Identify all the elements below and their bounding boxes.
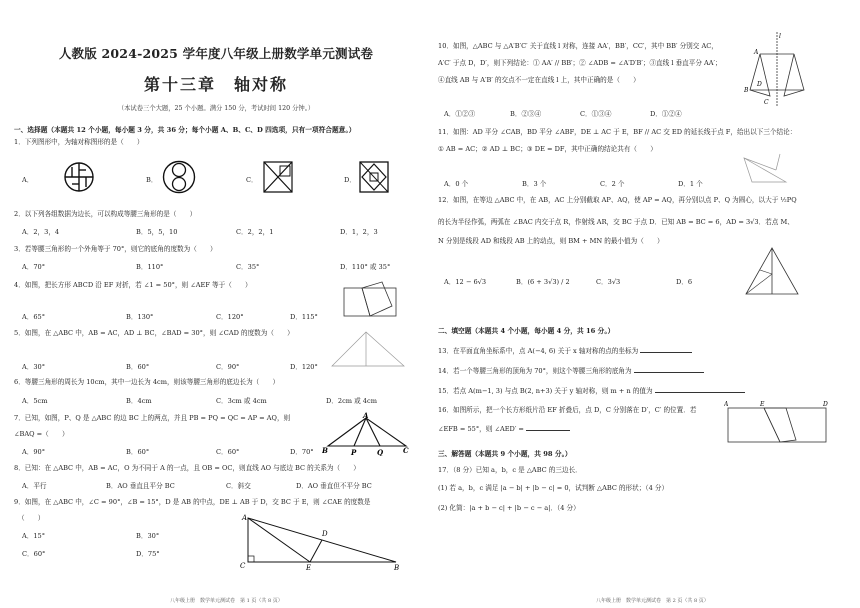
q4-option-d: D．115° xyxy=(290,313,318,321)
q3-text: 3．若等腰三角形的一个外角等于 70°，则它的底角的度数为（ ） xyxy=(14,245,217,253)
q5-text: 5．如图，在 △ABC 中，AB = AC，AD ⊥ BC，∠BAD = 30°，则 ∠CAD 的度数为（ ） xyxy=(14,329,294,337)
q6-option-a: A．5cm xyxy=(22,397,48,405)
q7-label-b: B xyxy=(322,446,328,455)
q16-line2: ∠EFB = 55°，则 ∠AED′ = xyxy=(438,425,524,433)
q9-option-d: D．75° xyxy=(136,550,160,558)
q10-figure xyxy=(744,30,810,108)
q6-text: 6．等腰三角形的周长为 10cm，其中一边长为 4cm，则该等腰三角形的底边长为（ ） xyxy=(14,378,280,386)
q10-option-a: A．①②③ xyxy=(444,110,476,118)
q1-option-d: D． xyxy=(344,176,356,184)
q8-text: 8．已知：在 △ABC 中，AB = AC，O 为不同于 A 的一点，且 OB = OC，则直线 AO 与底边 BC 的关系为（ ） xyxy=(14,464,360,472)
q8-option-a: A．平行 xyxy=(22,482,47,490)
q4-option-a: A．65° xyxy=(22,313,46,321)
q9-text-line1: 9．如图，在 △ABC 中，∠C = 90°，∠B = 15°，D 是 AB 的中点，DE ⊥ AB 于 D，交 BC 于 E，则 ∠CAE 的度数是 xyxy=(14,498,371,506)
q11-line1: 11．如图：AD 平分 ∠CAB，BD 平分 ∠ABF，DE ⊥ AC 于 E，BF // AC 交 ED 的延长线于点 F，给出以下三个结论： xyxy=(438,128,797,136)
q14-answer-blank[interactable] xyxy=(634,366,704,373)
q5-option-a: A．30° xyxy=(22,363,46,371)
q12-option-c: C．3√3 xyxy=(596,278,621,286)
footer-left: 八年级上册 数学单元测试卷 第 1 页（共 8 页） xyxy=(170,598,283,604)
chapter-title: 第十三章 轴对称 xyxy=(143,75,288,94)
q9-option-c: C．60° xyxy=(22,550,46,558)
q5-figure xyxy=(330,330,406,370)
q17-line2: (1) 若 a，b，c 满足 |a − b| + |b − c| = 0，试判断 △ABC 的形状；（4 分） xyxy=(438,484,669,492)
q11-option-a: A．0 个 xyxy=(444,180,469,188)
q2-text: 2．以下列各组数据为边长，可以构成等腰三角形的是（ ） xyxy=(14,210,197,218)
q6-option-b: B．4cm xyxy=(126,397,152,405)
q17-line3: (2) 化简：|a + b − c| + |b − c − a|．（4 分） xyxy=(438,504,580,512)
q12-line1: 12．如图，在等边 △ABC 中，在 AB，AC 上分别截取 AP、AQ，使 AP = AQ，再分别以点 P、Q 为圆心，以大于 ½PQ xyxy=(438,196,797,204)
q11-option-c: C．2 个 xyxy=(600,180,625,188)
q4-text: 4．如图，把长方形 ABCD 沿 EF 对折，若 ∠1 = 50°，则 ∠AEF 等于（ ） xyxy=(14,281,252,289)
q9-figure xyxy=(238,512,402,570)
section-choice-heading: 一、选择题（本题共 12 个小题，每小题 3 分，共 36 分；每个小题 A、B、C、D 四选项，只有一项符合题意。） xyxy=(14,126,356,134)
q3-option-b: B．110° xyxy=(136,263,164,271)
q9-label-b: B xyxy=(394,564,400,570)
section-solve-heading: 三、解答题（本题共 9 个小题，共 98 分。） xyxy=(438,450,572,458)
q15-answer-blank[interactable] xyxy=(655,386,745,393)
q1-figure-a xyxy=(64,160,94,194)
exam-title: 人教版 2024-2025 学年度八年级上册数学单元测试卷 xyxy=(58,46,374,61)
q10-option-d: D．①②④ xyxy=(650,110,682,118)
q11-figure xyxy=(740,152,790,188)
q14-question: 14．若一个等腰三角形的顶角为 70°，则这个等腰三角形的底角为 xyxy=(438,367,632,375)
q1-option-c: C． xyxy=(246,176,258,184)
q1-option-b: B． xyxy=(146,176,158,184)
q12-line2: 的长为半径作弧，两弧在 ∠BAC 内交于点 R，作射线 AR，交 BC 于点 D．已知 AB = BC = 6，AD = 3√3．若点 M、 xyxy=(438,218,794,226)
q13-text xyxy=(438,346,692,356)
q13-question: 13．在平面直角坐标系中，点 A(−4, 6) 关于 x 轴对称的点的坐标为 xyxy=(438,347,639,355)
q9-label-c: C xyxy=(240,562,246,570)
q2-option-c: C．2，2，1 xyxy=(236,228,274,236)
q10-line1: 10．如图，△ABC 与 △A′B′C′ 关于直线 l 对称，连接 AA′，BB′，CC′，其中 BB′ 分别交 AC， xyxy=(438,42,718,50)
q17-line1: 17．（8 分）已知 a，b，c 是 △ABC 的三边长． xyxy=(438,466,582,474)
q11-line2: ① AB = AC；② AD ⊥ BC；③ DE = DF，其中正确的结论共有（ ） xyxy=(438,145,657,153)
q7-figure xyxy=(322,412,410,456)
q6-option-c: C．3cm 或 4cm xyxy=(216,397,267,405)
q12-line3: N 分别是线段 AD 和线段 AB 上的动点，则 BM + MN 的最小值为（ ） xyxy=(438,237,664,245)
q10-label-a: A xyxy=(754,49,759,56)
q10-label-l: l xyxy=(779,33,781,40)
q9-label-e: E xyxy=(306,564,312,570)
q12-option-d: D．6 xyxy=(676,278,693,286)
q1-figure-c xyxy=(262,160,294,194)
q9-text-line2: （ ） xyxy=(18,514,45,522)
q9-option-a: A．15° xyxy=(22,532,46,540)
q7-option-d: D．70° xyxy=(290,448,314,456)
q1-option-a: A． xyxy=(22,176,34,184)
q10-line3: ④直线 AB 与 A′B′ 的交点不一定在直线 l 上，其中正确的是（ ） xyxy=(438,76,640,84)
q16-answer-blank[interactable] xyxy=(526,424,570,431)
q15-question: 15．若点 A(m−1, 3) 与点 B(2, n+3) 关于 y 轴对称，则 m + n 的值为 xyxy=(438,387,653,395)
q9-label-a: A xyxy=(242,514,248,522)
q4-option-c: C．120° xyxy=(216,313,244,321)
q3-option-d: D．110° 或 35° xyxy=(340,263,391,271)
q1-text: 1．下列图形中，为轴对称图形的是（ ） xyxy=(14,138,144,146)
q13-answer-blank[interactable] xyxy=(640,346,692,353)
q5-option-c: C．90° xyxy=(216,363,240,371)
q2-option-d: D．1，2，3 xyxy=(340,228,378,236)
q14-text xyxy=(438,366,704,376)
q5-option-d: D．120° xyxy=(290,363,318,371)
q7-text-line1: 7．已知，如图，P、Q 是 △ABC 的边 BC 上的两点，并且 PB = PQ = QC = AP = AQ，则 xyxy=(14,414,291,422)
q8-option-c: C．斜交 xyxy=(226,482,251,490)
q4-figure xyxy=(340,280,400,320)
q7-label-c: C xyxy=(403,446,409,455)
footer-right: 八年级上册 数学单元测试卷 第 2 页（共 8 页） xyxy=(596,598,709,604)
q11-option-d: D．1 个 xyxy=(678,180,703,188)
section-fill-heading: 二、填空题（本题共 4 个小题，每小题 4 分，共 16 分。） xyxy=(438,327,615,335)
q9-option-b: B．30° xyxy=(136,532,160,540)
q10-label-c: C xyxy=(764,99,769,106)
exam-note: （本试卷三个大题，25 个小题。满分 150 分，考试时间 120 分钟。） xyxy=(117,105,315,112)
q3-option-a: A．70° xyxy=(22,263,46,271)
q3-option-c: C．35° xyxy=(236,263,260,271)
q2-option-a: A．2，3，4 xyxy=(22,228,60,236)
q10-label-b: B xyxy=(744,87,749,94)
q7-label-q: Q xyxy=(377,448,384,456)
q8-option-b: B．AO 垂直且平分 BC xyxy=(106,482,175,490)
q11-option-b: B．3 个 xyxy=(522,180,547,188)
q10-option-c: C．①③④ xyxy=(580,110,612,118)
q8-option-d: D．AO 垂直但不平分 BC xyxy=(296,482,372,490)
q7-text-line2: ∠BAQ =（ ） xyxy=(14,430,69,438)
q10-option-b: B．②③④ xyxy=(510,110,542,118)
q16-label-e: E xyxy=(760,401,765,408)
q16-line1: 16．如图所示，把一个长方形纸片沿 EF 折叠后，点 D，C 分别落在 D′，C′ 的位置．若 xyxy=(438,406,697,414)
q4-option-b: B．130° xyxy=(126,313,154,321)
q2-option-b: B．5，5，10 xyxy=(136,228,178,236)
q12-option-b: B．(6 + 3√3) / 2 xyxy=(516,278,570,286)
q7-option-c: C．60° xyxy=(216,448,240,456)
q7-option-a: A．90° xyxy=(22,448,46,456)
q15-text xyxy=(438,386,745,396)
q1-figure-d xyxy=(358,160,390,194)
q10-line2: A′C′ 于点 D，D′，则下列结论：① AA′ // BB′；② ∠ADB = ∠A′D′B′；③直线 l 垂直平分 AA′； xyxy=(438,59,722,67)
q9-label-d: D xyxy=(322,530,328,538)
q10-label-d: D xyxy=(757,81,762,88)
q16-label-a: A xyxy=(724,401,729,408)
q6-option-d: D．2cm 或 4cm xyxy=(326,397,377,405)
q7-label-p: P xyxy=(351,448,357,456)
q1-figure-b xyxy=(162,159,196,195)
q7-option-b: B．60° xyxy=(126,448,150,456)
q16-line2-wrap xyxy=(438,424,570,434)
q5-option-b: B．60° xyxy=(126,363,150,371)
q16-label-d: D xyxy=(823,401,828,408)
q16-figure xyxy=(724,400,830,446)
q12-option-a: A．12 − 6√3 xyxy=(444,278,487,286)
q12-figure xyxy=(742,246,802,298)
q7-label-a: A xyxy=(363,412,369,420)
